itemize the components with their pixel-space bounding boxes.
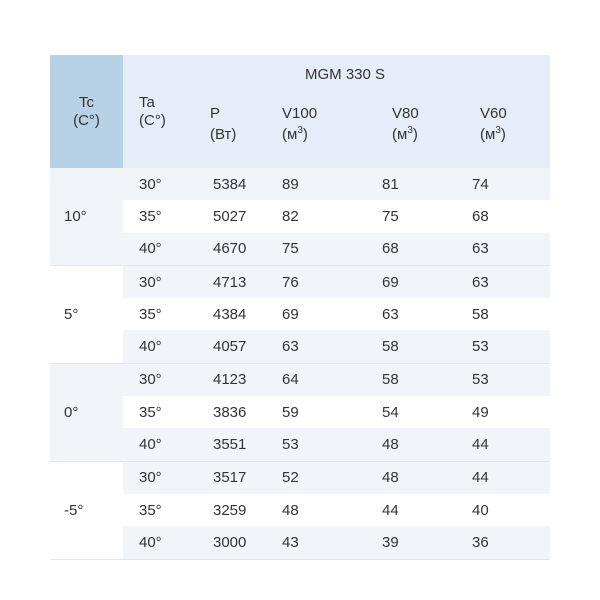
v60-value: 36 xyxy=(460,526,550,559)
table-row xyxy=(50,363,550,396)
tc-value: -5° xyxy=(50,461,123,559)
power-value: 4384 xyxy=(213,305,247,323)
v80-value: 58 xyxy=(370,363,460,396)
table-row xyxy=(50,265,550,298)
header-v80 xyxy=(370,93,460,168)
power-value: 5027 xyxy=(213,207,247,225)
ta-value: 40° xyxy=(123,330,200,363)
tc-value: 10° xyxy=(50,168,123,265)
table-row xyxy=(50,200,550,232)
ta-value: 40° xyxy=(123,428,200,461)
v100-value: 63 xyxy=(270,330,370,363)
table-row xyxy=(50,396,550,428)
header-ta xyxy=(123,55,200,168)
v60-value: 44 xyxy=(460,428,550,461)
v60-value: 74 xyxy=(460,168,550,200)
ta-value: 30° xyxy=(123,168,200,200)
v100-value: 48 xyxy=(282,501,299,519)
header-v100 xyxy=(270,93,370,168)
v100-value: 64 xyxy=(270,363,370,396)
v100-value: 53 xyxy=(270,428,370,461)
v60-value: 40 xyxy=(472,501,489,519)
v100-value: 75 xyxy=(270,233,370,266)
v100-value: 59 xyxy=(282,403,299,421)
table-row xyxy=(50,330,550,363)
performance-table xyxy=(50,55,550,560)
power-value: 3000 xyxy=(200,526,270,559)
v80-value: 81 xyxy=(370,168,460,200)
table-row xyxy=(50,461,550,494)
header-v60-unit: $(м^3)$ xyxy=(480,125,506,143)
v60-value: 49 xyxy=(472,403,489,421)
v100-value: 69 xyxy=(282,305,299,323)
ta-value: 35° xyxy=(139,403,162,421)
v80-value: 44 xyxy=(382,501,399,519)
table-row xyxy=(50,233,550,266)
power-value: 4057 xyxy=(200,330,270,363)
ta-value: 35° xyxy=(139,305,162,323)
header-v60 xyxy=(460,93,550,168)
table-header xyxy=(50,55,550,168)
v60-value: 58 xyxy=(472,305,489,323)
v80-value: 54 xyxy=(382,403,399,421)
header-tc-unit: (C°) xyxy=(73,111,100,129)
header-v80-label: V80 xyxy=(392,105,419,122)
tc-value: 0° xyxy=(50,363,123,461)
table-row xyxy=(50,494,550,526)
header-p-unit: (Вт) xyxy=(210,126,237,143)
v60-value: 53 xyxy=(460,363,550,396)
v80-value: 48 xyxy=(370,428,460,461)
table-row xyxy=(50,428,550,461)
header-v60-label: V60 xyxy=(480,105,507,122)
header-tc-label: Tc xyxy=(79,93,94,111)
header-v80-unit: $(м^3)$ xyxy=(392,125,418,143)
v80-value: 68 xyxy=(370,233,460,266)
v60-value: 68 xyxy=(472,207,489,225)
v100-value: 82 xyxy=(282,207,299,225)
v80-value: 75 xyxy=(382,207,399,225)
power-value: 3836 xyxy=(213,403,247,421)
v60-value: 53 xyxy=(460,330,550,363)
v80-value: 39 xyxy=(370,526,460,559)
header-ta-unit: (C°) xyxy=(139,111,166,129)
power-value: 4713 xyxy=(200,265,270,298)
header-p-label: P xyxy=(210,105,221,122)
v100-value: 76 xyxy=(270,265,370,298)
v100-value: 43 xyxy=(270,526,370,559)
header-v100-label: V100 xyxy=(282,105,318,122)
v80-value: 69 xyxy=(370,265,460,298)
performance-table-wrapper xyxy=(50,55,550,560)
ta-value: 30° xyxy=(123,363,200,396)
power-value: 3551 xyxy=(200,428,270,461)
ta-value: 35° xyxy=(139,501,162,519)
power-value: 3517 xyxy=(200,461,270,494)
v60-value: 63 xyxy=(460,265,550,298)
header-tc xyxy=(50,55,123,168)
header-model: MGM 330 S xyxy=(200,55,550,93)
power-value: 5384 xyxy=(200,168,270,200)
power-value: 4670 xyxy=(200,233,270,266)
tc-value: 5° xyxy=(50,265,123,363)
v60-value: 63 xyxy=(460,233,550,266)
ta-value: 40° xyxy=(123,526,200,559)
table-row xyxy=(50,298,550,330)
ta-value: 40° xyxy=(123,233,200,266)
v80-value: 63 xyxy=(382,305,399,323)
v100-value: 89 xyxy=(270,168,370,200)
power-value: 4123 xyxy=(200,363,270,396)
v60-value: 44 xyxy=(460,461,550,494)
power-value: 3259 xyxy=(213,501,247,519)
v80-value: 58 xyxy=(370,330,460,363)
table-row xyxy=(50,168,550,200)
ta-value: 35° xyxy=(139,207,162,225)
v80-value: 48 xyxy=(370,461,460,494)
v100-value: 52 xyxy=(270,461,370,494)
header-p xyxy=(200,93,270,168)
table-body xyxy=(50,168,550,559)
ta-value: 30° xyxy=(123,265,200,298)
ta-value: 30° xyxy=(123,461,200,494)
header-v100-unit: $(м^3)$ xyxy=(282,125,308,143)
header-ta-label: Ta xyxy=(139,93,155,111)
table-row xyxy=(50,526,550,559)
